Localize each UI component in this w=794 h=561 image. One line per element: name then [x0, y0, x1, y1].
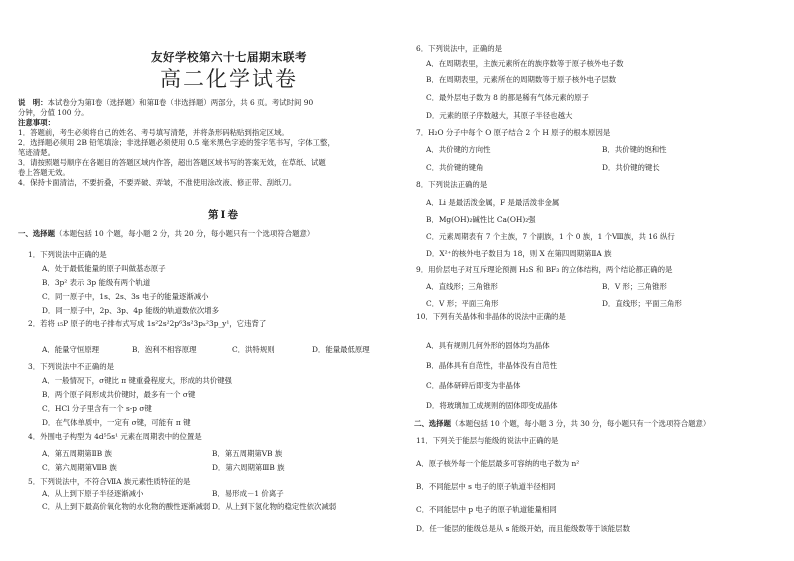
q7-option-d: D．共价键的键长	[602, 163, 660, 172]
section2-desc: （本题包括 10 个题，每小题 3 分，共 30 分，每小题只有一个选项符合题意）	[450, 419, 711, 428]
description-text: 本试卷分为第Ⅰ卷（选择题）和第Ⅱ卷（非选择题）两部分，共 6 页。考试时间 90	[47, 98, 314, 107]
q3-stem: 3．下列说法中不正确的是	[28, 362, 115, 371]
q9-option-b: B．V 形；三角锥形	[602, 282, 667, 291]
notes-label: 注意事项：	[18, 118, 55, 127]
q4-option-c: C．第六周期第ⅦB 族	[42, 463, 117, 472]
q7-options-row1	[426, 145, 667, 154]
q11-stem: 11．下列关于能层与能级的说法中正确的是	[416, 436, 559, 445]
q5-option-a: A．从上到下原子半径逐渐减小	[42, 489, 144, 498]
section2-title: 二、选择题	[414, 419, 451, 428]
q4-option-a: A．第五周期第ⅡB 族	[42, 449, 112, 458]
q2-option-a: A．能量守恒原理	[42, 345, 100, 354]
section1-title: 一、选择题	[18, 229, 55, 238]
q9-options-row2	[426, 299, 682, 308]
note-line: 卷上答题无效。	[18, 168, 70, 177]
q11-option-d: D．任一能层的能级总是从 s 能级开始，而且能级数等于该能层数	[416, 524, 630, 533]
section1-header	[18, 229, 314, 238]
q8-option-d: D．X²⁺的核外电子数目为 18，则 X 在第四周期第ⅡA 族	[426, 249, 612, 258]
description	[18, 98, 313, 107]
q6-option-c: C．最外层电子数为 8 的都是稀有气体元素的原子	[426, 93, 589, 102]
q6-option-b: B．在周期表里，元素所在的周期数等于原子核外电子层数	[426, 75, 617, 84]
note-line: 3．请按照题号顺序在各题目的答题区域内作答，超出答题区域书写的答案无效，在草纸、试题	[18, 158, 326, 167]
note-line: 4．保持卡面清洁，不要折叠，不要弄破、弄皱，不准使用涂改液、修正带、刮纸刀。	[18, 178, 297, 187]
q10-option-d: D．将玻璃加工成规则的固体即变成晶体	[426, 401, 558, 410]
q7-stem: 7．H₂O 分子中每个 O 原子结合 2 个 H 原子的根本原因是	[416, 128, 611, 137]
q11-option-b: B．不同能层中 s 电子的原子轨道半径相同	[416, 482, 556, 491]
q6-stem: 6．下列说法中，正确的是	[416, 44, 503, 53]
q2-stem: 2．若将 ₁₅P 原子的电子排布式写成 1s²2s²2p⁶3s²3pₓ²3p_y¹，它违背了	[28, 319, 267, 328]
q9-options-row1	[426, 282, 667, 291]
q4-option-d: D．第六周期第ⅢB 族	[212, 463, 285, 472]
q5-options-row1	[42, 489, 284, 498]
q3-option-d: D．在气体单质中，一定有 σ键，可能有 π 键	[42, 418, 191, 427]
q7-option-a: A．共价键的方向性	[426, 145, 491, 154]
school-name: 友好学校第六十七届期末联考	[151, 50, 307, 64]
q10-option-b: B．晶体具有自范性，非晶体没有自范性	[426, 361, 558, 370]
q5-stem: 5．下列说法中，不符合ⅦA 族元素性质特征的是	[28, 477, 191, 486]
q10-option-c: C．晶体研碎后即变为非晶体	[426, 381, 521, 390]
q6-option-a: A．在周期表里，主族元素所在的族序数等于原子核外电子数	[426, 59, 624, 68]
q7-option-c: C．共价键的键角	[426, 163, 484, 172]
q3-option-b: B．两个原子间形成共价键时，最多有一个 σ键	[42, 390, 196, 399]
q8-option-b: B．Mg(OH)₂碱性比 Ca(OH)₂强	[426, 215, 536, 224]
q2-option-c: C．洪特规则	[232, 345, 275, 354]
section1-desc: （本题包括 10 个题，每小题 2 分，共 20 分，每小题只有一个选项符合题意）	[54, 229, 315, 238]
q4-options-row2	[42, 463, 285, 472]
q1-option-b: B．3p² 表示 3p 能级有两个轨道	[42, 278, 151, 287]
q8-option-a: A．Li 是最活泼金属，F 是最活泼非金属	[426, 198, 560, 207]
q5-option-c: C．从上到下最高价氧化物的水化物的酸性逐渐减弱	[42, 502, 211, 511]
q1-option-d: D．同一原子中，2p、3p、4p 能级的轨道数依次增多	[42, 306, 219, 315]
q5-option-d: D．从上到下氢化物的稳定性依次减弱	[212, 502, 337, 511]
q5-options-row2	[42, 502, 336, 511]
description-label: 说 明：	[18, 98, 48, 107]
q2-option-d: D．能量最低原理	[312, 345, 370, 354]
q11-option-c: C．不同能层中 p 电子的原子轨道能量相同	[416, 505, 557, 514]
q3-option-c: C．HCl 分子里含有一个 s-p σ键	[42, 404, 152, 413]
section2-header	[414, 419, 710, 428]
q2-options	[42, 345, 370, 354]
q2-option-b: B．泡利不相容原理	[132, 345, 197, 354]
q3-option-a: A．一般情况下，σ键比 π 键重叠程度大，形成的共价键强	[42, 376, 232, 385]
q1-option-c: C．同一原子中，1s、2s、3s 电子的能量逐渐减小	[42, 292, 209, 301]
q9-stem: 9．用价层电子对互斥理论预测 H₂S 和 BF₃ 的立体结构，两个结论都正确的是	[416, 265, 673, 274]
q10-stem: 10．下列有关晶体和非晶体的说法中正确的是	[416, 312, 566, 321]
q6-option-d: D．元素的原子序数越大，其原子半径也越大	[426, 111, 573, 120]
q10-option-a: A．具有规则几何外形的固体均为晶体	[426, 341, 550, 350]
note-line: 1．答题前，考生必须将自己的姓名、考号填写清楚，并将条形码粘贴到指定区域。	[18, 128, 289, 137]
q7-option-b: B．共价键的饱和性	[602, 145, 667, 154]
note-line: 2．选择题必须用 2B 铅笔填涂；非选择题必须使用 0.5 毫米黑色字迹的签字笔书写，字体工整，	[18, 138, 335, 147]
q11-option-a: A．原子核外每一个能层最多可容纳的电子数为 n²	[416, 459, 580, 468]
q1-option-a: A．处于最低能量的原子叫做基态原子	[42, 264, 166, 273]
q9-option-c: C．V 形；平面三角形	[426, 299, 499, 308]
q1-stem: 1．下列说法中正确的是	[28, 250, 107, 259]
note-line: 笔迹清楚。	[18, 148, 55, 157]
q9-option-d: D．直线形；平面三角形	[602, 299, 682, 308]
description-text-2: 分钟，分值 100 分。	[18, 108, 89, 117]
q5-option-b: B．易形成－1 价离子	[212, 489, 284, 498]
exam-title: 高二化学试卷	[160, 67, 298, 91]
q4-option-b: B．第五周期第ⅤB 族	[212, 449, 283, 458]
q8-stem: 8．下列说法正确的是	[416, 180, 488, 189]
q8-option-c: C．元素周期表有 7 个主族，7 个副族，1 个 0 族，1 个Ⅷ族，共 16 纵行	[426, 232, 675, 241]
q9-option-a: A．直线形；三角锥形	[426, 282, 498, 291]
q4-stem: 4．外围电子构型为 4d⁵5s¹ 元素在周期表中的位置是	[28, 432, 202, 441]
q4-options-row1	[42, 449, 282, 458]
q7-options-row2	[426, 163, 660, 172]
roll-title: 第Ⅰ卷	[208, 209, 240, 221]
